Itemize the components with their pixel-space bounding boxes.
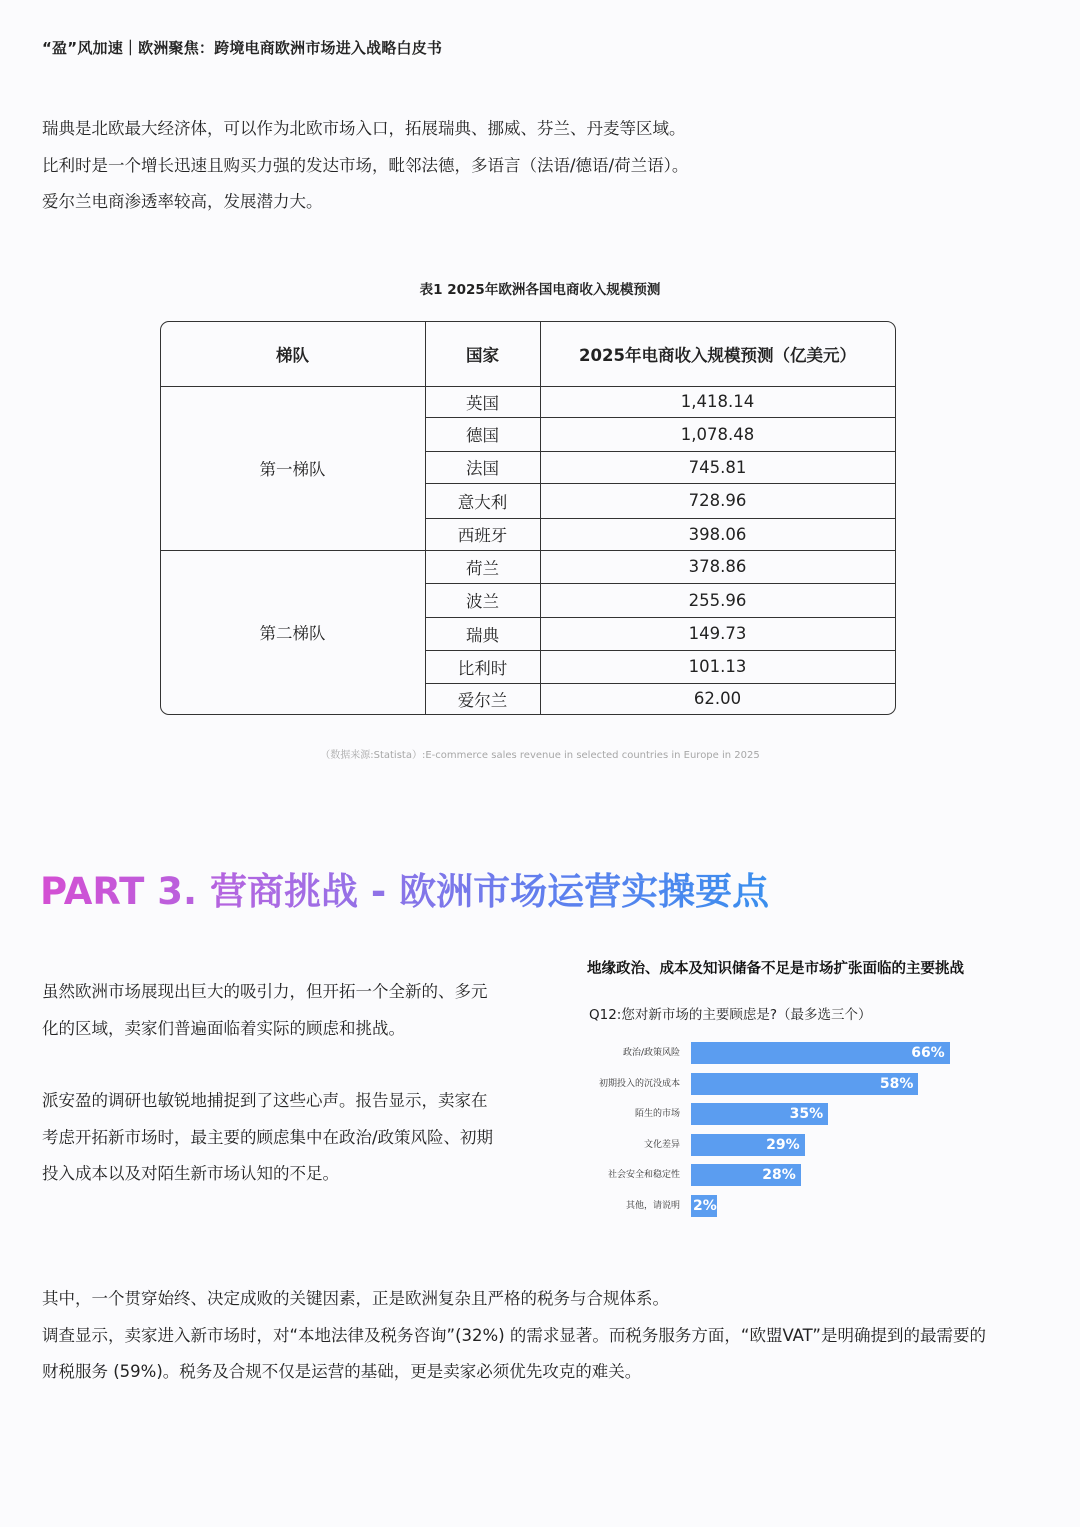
bar-row [560, 1164, 1060, 1186]
intro-line: 瑞典是北欧最大经济体，可以作为北欧市场入口，拓展瑞典、挪威、芬兰、丹麦等区域。 [42, 119, 686, 138]
closing-text [42, 1281, 1042, 1391]
country-cell: 意大利 [457, 492, 508, 512]
intro-line: 爱尔兰电商渗透率较高，发展潜力大。 [42, 192, 323, 211]
bar-category-label: 陌生的市场 [634, 1109, 680, 1119]
table-title: 表1 2025年欧洲各国电商收入规模预测 [419, 282, 661, 298]
part-title: PART 3. 营商挑战 - 欧洲市场运营实操要点 [40, 861, 769, 915]
country-cell: 法国 [466, 459, 499, 478]
table-header-cell: 梯队 [276, 345, 309, 365]
country-cell: 比利时 [457, 658, 508, 678]
revenue-cell: 1,418.14 [680, 392, 755, 411]
table-header-cell: 2025年电商收入规模预测（亿美元） [579, 345, 856, 365]
revenue-cell: 101.13 [688, 657, 747, 676]
country-cell: 爱尔兰 [457, 690, 508, 710]
bar-row [560, 1134, 1060, 1156]
country-cell: 荷兰 [466, 558, 499, 578]
bar [691, 1134, 805, 1156]
closing-line: 财税服务 (59%)。税务及合规不仅是运营的基础，更是卖家必须优先攻克的难关。 [42, 1362, 642, 1381]
bar-value-label: 66% [911, 1045, 945, 1061]
bar [691, 1073, 918, 1095]
bar-value-label: 58% [879, 1075, 914, 1092]
revenue-cell: 149.73 [688, 624, 747, 643]
table-source-note: （数据来源:Statista）:E-commerce sales revenue in selected countries in Europe in 2025 [320, 750, 760, 761]
bar-row [560, 1073, 1060, 1095]
bar-category-label: 文化差异 [643, 1139, 680, 1150]
bar [691, 1103, 828, 1125]
revenue-cell: 62.00 [693, 689, 742, 708]
closing-line: 其中，一个贯穿始终、决定成败的关键因素，正是欧洲复杂且严格的税务与合规体系。 [42, 1289, 669, 1308]
revenue-table [160, 321, 896, 715]
bar-row [560, 1103, 1060, 1125]
tier-cell: 第二梯队 [259, 624, 326, 643]
country-cell: 波兰 [466, 592, 499, 611]
country-cell: 德国 [466, 426, 499, 445]
challenge-paragraph: 派安盈的调研也敏锐地捕捉到了这些心声。报告显示，卖家在考虑开拓新市场时，最主要的顾虑集中在政治/政策风险、初期投入成本以及对陌生新市场认知的不足。 [42, 1091, 494, 1183]
revenue-cell: 398.06 [688, 524, 747, 544]
bar-category-label: 初期投入的沉没成本 [598, 1078, 680, 1089]
table-header-cell: 国家 [466, 345, 499, 365]
country-cell: 英国 [466, 393, 499, 413]
bar [691, 1042, 950, 1064]
revenue-cell: 745.81 [688, 457, 747, 477]
bar-row [560, 1195, 1060, 1217]
bar [691, 1195, 717, 1217]
bar-value-label: 35% [789, 1106, 824, 1122]
bar-category-label: 政治/政策风险 [622, 1048, 680, 1058]
bar-category-label: 社会安全和稳定性 [607, 1170, 680, 1180]
bar [691, 1164, 801, 1186]
challenge-text [42, 974, 502, 1193]
challenge-paragraph: 虽然欧洲市场展现出巨大的吸引力，但开拓一个全新的、多元化的区域，卖家们普遍面临着实际的顾虑和挑战。 [42, 982, 488, 1038]
revenue-cell: 728.96 [688, 491, 747, 510]
bar-value-label: 2% [693, 1197, 717, 1214]
intro-text [42, 111, 688, 221]
revenue-cell: 1,078.48 [680, 424, 755, 444]
closing-line: 调查显示，卖家进入新市场时，对“本地法律及税务咨询”(32%) 的需求显著。而税务服务方面，“欧盟VAT”是明确提到的最需要的 [42, 1325, 986, 1345]
intro-line: 比利时是一个增长迅速且购买力强的发达市场，毗邻法德，多语言（法语/德语/荷兰语）。 [42, 155, 689, 175]
country-cell: 瑞典 [466, 625, 499, 645]
chart-title: 地缘政治、成本及知识储备不足是市场扩张面临的主要挑战 [587, 961, 964, 977]
bar-row [560, 1042, 1060, 1064]
country-cell: 西班牙 [457, 526, 508, 545]
revenue-cell: 378.86 [688, 557, 747, 576]
revenue-cell: 255.96 [688, 590, 747, 610]
bar-category-label: 其他，请说明 [625, 1200, 680, 1211]
bar-value-label: 29% [766, 1136, 800, 1153]
chart-question: Q12:您对新市场的主要顾虑是?（最多选三个） [589, 1007, 872, 1023]
page-header: “盈”风加速｜欧洲聚焦：跨境电商欧洲市场进入战略白皮书 [42, 39, 443, 57]
tier-cell: 第一梯队 [259, 460, 326, 479]
bar-value-label: 28% [762, 1167, 796, 1183]
